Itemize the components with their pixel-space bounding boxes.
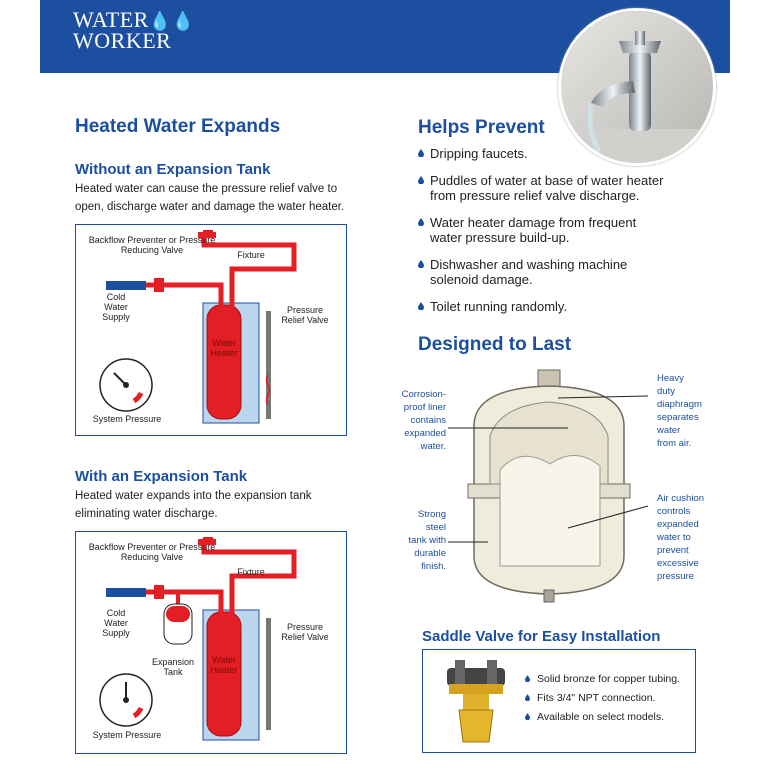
label-system-pressure-2: System Pressure bbox=[92, 730, 162, 740]
without-tank-desc: Heated water can cause the pressure relief valve to open, discharge water and damage the water heater. bbox=[75, 183, 345, 213]
list-item: Dishwasher and washing machine solenoid damage. bbox=[418, 257, 718, 287]
list-item: Fits 3/4" NPT connection. bbox=[525, 689, 680, 708]
with-tank-desc: Heated water expands into the expansion tank eliminating water discharge. bbox=[75, 490, 312, 520]
label-system-pressure-1: System Pressure bbox=[92, 414, 162, 424]
list-item: Toilet running randomly. bbox=[418, 299, 718, 314]
without-tank-title: Without an Expansion Tank bbox=[75, 161, 271, 178]
label-cold-supply-2: Cold Water Supply bbox=[102, 608, 130, 638]
designed-to-last-title: Designed to Last bbox=[418, 334, 572, 355]
label-backflow-2: Backflow Preventer or Pressure Reducing Valve bbox=[88, 542, 216, 562]
list-item: Puddles of water at base of water heater from pressure relief valve discharge. bbox=[418, 173, 718, 203]
helps-prevent-title: Helps Prevent bbox=[418, 117, 545, 138]
list-item: Available on select models. bbox=[525, 708, 680, 727]
label-relief-valve-1: Pressure Relief Valve bbox=[281, 305, 329, 325]
saddle-valve-list bbox=[525, 670, 680, 727]
label-relief-valve-2: Pressure Relief Valve bbox=[281, 622, 329, 642]
label-fixture-1: Fixture bbox=[237, 250, 265, 260]
label-steel-tank: Strong steel tank with durable finish. bbox=[408, 509, 446, 572]
water-drop-icon bbox=[418, 149, 424, 157]
water-drop-icon bbox=[525, 675, 530, 682]
water-drop-icon bbox=[525, 713, 530, 720]
water-drop-icon bbox=[418, 260, 424, 268]
with-tank-title: With an Expansion Tank bbox=[75, 468, 248, 485]
water-drop-icon bbox=[418, 218, 424, 226]
label-cold-supply-1: Cold Water Supply bbox=[102, 292, 130, 322]
label-diaphragm: Heavy duty diaphragm separates water from air. bbox=[657, 373, 702, 449]
label-water-heater-1: Water Heater bbox=[210, 338, 238, 358]
water-drop-icon bbox=[418, 302, 424, 310]
diagram-with-tank bbox=[75, 531, 347, 754]
water-drop-icon bbox=[525, 694, 530, 701]
faucet-photo bbox=[558, 8, 716, 166]
list-item: Water heater damage from frequent water pressure build-up. bbox=[418, 215, 718, 245]
tank-callout-lines bbox=[448, 366, 668, 566]
label-water-heater-2: Water Heater bbox=[210, 655, 238, 675]
saddle-valve-title: Saddle Valve for Easy Installation bbox=[422, 628, 661, 645]
label-fixture-2: Fixture bbox=[237, 567, 265, 577]
saddle-valve-box bbox=[422, 649, 696, 753]
list-item: Dripping faucets. bbox=[418, 146, 718, 161]
saddle-valve-icon bbox=[441, 658, 511, 744]
label-backflow-1: Backflow Preventer or Pressure Reducing Valve bbox=[88, 235, 216, 255]
list-item: Solid bronze for copper tubing. bbox=[525, 670, 680, 689]
diagram-without-tank bbox=[75, 224, 347, 436]
brand-logo: WATER💧💧 WORKER bbox=[73, 7, 195, 53]
water-drop-icon bbox=[418, 176, 424, 184]
label-air-cushion: Air cushion controls expanded water to prevent excessive pressure bbox=[657, 493, 704, 582]
label-expansion-tank: Expansion Tank bbox=[151, 657, 195, 677]
label-liner: Corrosion- proof liner contains expanded water. bbox=[401, 389, 446, 452]
helps-prevent-list bbox=[418, 146, 718, 326]
heated-water-title: Heated Water Expands bbox=[75, 116, 281, 137]
